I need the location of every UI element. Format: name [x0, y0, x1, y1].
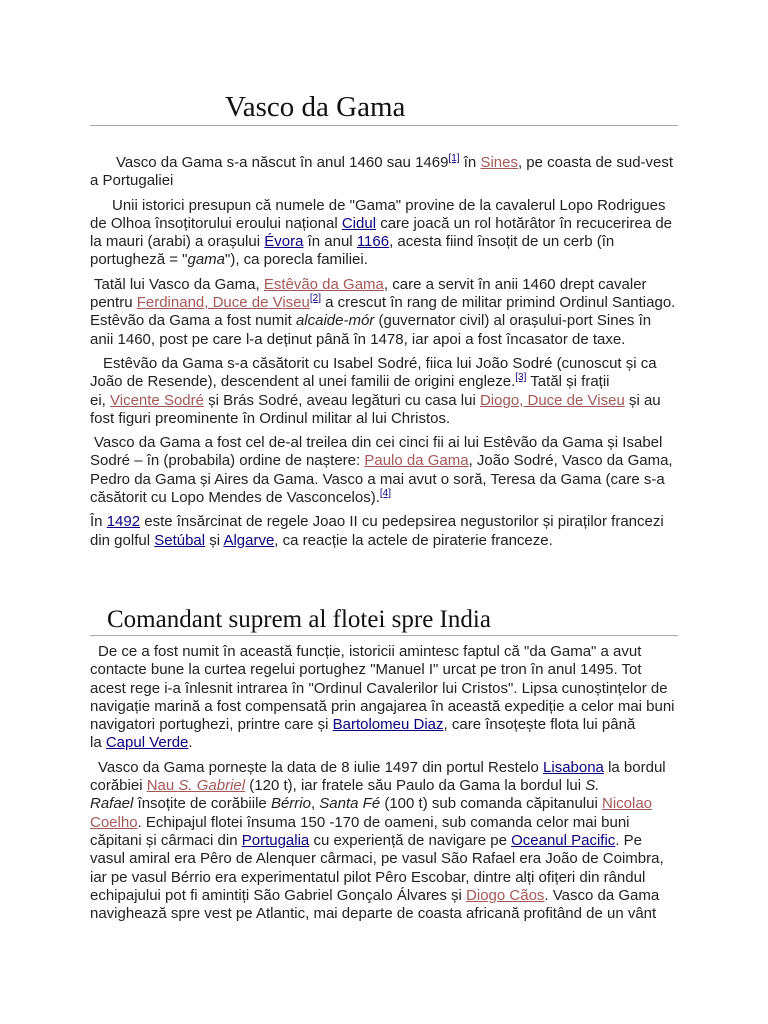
text-line [90, 410, 678, 428]
link-evora[interactable]: Évora [264, 233, 304, 251]
text-line [90, 777, 678, 795]
link-vicente-sodre[interactable]: Vicente Sodré [110, 391, 204, 409]
italic-text: S. [585, 777, 600, 795]
text-run: și Brás Sodré, aveau legături cu casa lui [203, 391, 480, 409]
paragraph [90, 197, 678, 270]
text-run: contacte bune la curtea regelui portughez "Manuel I" urcat pe tron în anul 1495. Tot [90, 661, 642, 679]
link-algarve[interactable]: Algarve [223, 531, 275, 549]
footnote-ref-3[interactable]: [3] [515, 372, 527, 384]
link-paulo-da-gama[interactable]: Paulo da Gama [364, 452, 469, 470]
text-run: . Echipajul flotei însuma 150 -170 de oameni, sub comanda celor mai buni [137, 813, 630, 831]
page-title: Vasco da Gama [90, 90, 678, 126]
paragraph [90, 355, 678, 428]
text-line [90, 532, 678, 550]
text-run: pentru [90, 294, 137, 312]
text-line [90, 716, 678, 734]
text-run: João de Resende), descendent al unei familii de origini engleze. [90, 373, 516, 391]
text-run: și [205, 531, 224, 549]
text-line [90, 698, 678, 716]
link-bartolomeu-diaz[interactable]: Bartolomeu Diaz [332, 716, 444, 734]
text-run: , João Sodré, Vasco da Gama, [468, 452, 673, 470]
text-run: căsătorit cu Lopo Mendes de Vasconcelos). [90, 489, 380, 507]
paragraph [90, 513, 678, 550]
text-line [90, 276, 678, 294]
text-run: În [90, 513, 107, 531]
text-run: , care a servit în anii 1460 drept cavaler [383, 275, 647, 293]
text-run: "), ca porecla familiei. [225, 251, 368, 269]
text-line [90, 215, 678, 233]
link-1166[interactable]: 1166 [356, 233, 390, 251]
text-line [90, 452, 678, 470]
italic-text: Bérrio [270, 795, 311, 813]
text-run: Vasco da Gama pornește la data de 8 iulie 1497 din portul Restelo [98, 758, 544, 776]
paragraph [90, 276, 678, 349]
text-line [90, 355, 678, 373]
text-run: (100 t) sub comanda căpitanului [380, 795, 602, 813]
text-line [90, 905, 678, 923]
text-run: (120 t), iar fratele său Paulo da Gama la bordul lui [245, 777, 586, 795]
text-run: Vasco da Gama a fost cel de-al treilea din cei cinci fii ai lui Estêvão da Gama și Isabel [94, 434, 663, 452]
text-line [90, 392, 678, 410]
text-run: cu experiență de navigare pe [309, 831, 512, 849]
text-run: , pe coasta de sud-vest [517, 154, 674, 171]
italic-text: Rafael [90, 795, 134, 813]
text-run: căpitani și cârmaci din [90, 831, 242, 849]
text-run: , care însoțește flota lui până [443, 716, 636, 734]
text-line [90, 233, 678, 251]
link-cidul[interactable]: Cidul [341, 214, 377, 232]
link-sines[interactable]: Sines [480, 154, 518, 171]
text-line [90, 373, 678, 391]
text-line [90, 661, 678, 679]
text-run: navigatori portughezi, printre care și [90, 716, 333, 734]
text-line [90, 887, 678, 905]
document-page [90, 90, 678, 929]
text-run: care joacă un rol hotărâtor în recucerirea de [376, 214, 673, 232]
text-line [90, 294, 678, 312]
text-run: din golful [90, 531, 155, 549]
text-run: Vasco da Gama s-a născut în anul 1460 sau 1469 [116, 154, 449, 171]
text-run: . Vasco da Gama [544, 886, 660, 904]
text-run: în anul [303, 233, 357, 251]
text-run: este însărcinat de regele Joao II cu pedepsirea negustorilor și piraților francezi [140, 513, 664, 531]
paragraph [90, 643, 678, 753]
text-run: în [459, 154, 481, 171]
link-portugalia[interactable]: Portugalia [241, 831, 310, 849]
footnote-ref-2[interactable]: [2] [309, 293, 321, 305]
text-line [90, 869, 678, 887]
text-run: a Portugaliei [90, 172, 174, 190]
text-run: Sodré – în (probabila) ordine de naștere: [90, 452, 365, 470]
text-run: Pedro da Gama și Aires da Gama. Vasco a mai avut o soră, Teresa da Gama (care s-a [90, 470, 665, 488]
text-line [90, 759, 678, 777]
text-run: Tatăl și frații [526, 373, 610, 391]
text-line [90, 814, 678, 832]
paragraph [90, 759, 678, 924]
link-diogo-caos[interactable]: Diogo Cãos [466, 886, 545, 904]
paragraph [90, 434, 678, 507]
text-line [90, 197, 678, 215]
text-line [90, 734, 678, 752]
text-run: portugheză = " [90, 251, 188, 269]
text-run: și au [624, 391, 661, 409]
text-line [90, 312, 678, 330]
text-run: fost figuri preominente în Ordinul militar al lui Christos. [90, 409, 451, 427]
text-run: de Olhoa însoțitorului eroului național [90, 214, 342, 232]
text-line [90, 513, 678, 531]
link-oceanul-pacific[interactable]: Oceanul Pacific [511, 831, 616, 849]
text-run: (guvernator civil) al orașului-port Sines în [374, 312, 652, 330]
text-run: , [310, 795, 320, 813]
text-run: anii 1460, post pe care l-a deținut până în 1478, iar apoi a fost încasator de taxe. [90, 330, 626, 348]
text-run: . [188, 734, 193, 752]
text-run: la mauri (arabi) a orașului [90, 233, 265, 251]
link-1492[interactable]: 1492 [106, 513, 141, 531]
text-line [90, 172, 678, 190]
text-run: ei, [90, 391, 111, 409]
text-line [90, 434, 678, 452]
text-run: la [90, 734, 106, 752]
text-run: echipajului pot fi amintiți São Gabriel Gonçalo Álvares și [90, 886, 467, 904]
link-capul-verde[interactable]: Capul Verde [105, 734, 189, 752]
text-line [90, 489, 678, 507]
text-line [90, 331, 678, 349]
text-run[interactable]: Nau [146, 777, 179, 795]
link-estevao-da-gama[interactable]: Estêvão da Gama [263, 275, 384, 293]
text-line [90, 795, 678, 813]
text-run: corăbiei [90, 777, 147, 795]
link-coelho[interactable]: Coelho [90, 813, 138, 831]
italic-text: Santa Fé [319, 795, 381, 813]
italic-text: gama [187, 251, 226, 269]
text-run: . Pe [615, 831, 642, 849]
text-run: Estêvão da Gama a fost numit [90, 312, 296, 330]
text-run: la bordul [603, 758, 666, 776]
text-run: Unii istorici presupun că numele de "Gama" provine de la cavalerul Lopo Rodrigues [112, 196, 666, 214]
text-run: navighează spre vest pe Atlantic, mai departe de coasta africană profitând de un vânt [90, 905, 657, 923]
footnote-ref-1[interactable]: [1] [448, 153, 460, 164]
text-line [90, 154, 678, 172]
text-run: vasul amiral era Pêro de Alenquer cârmaci, pe vasul São Rafael era João de Coimbra, [90, 850, 664, 868]
link-nicolao[interactable]: Nicolao [601, 795, 653, 813]
link-setubal[interactable]: Setúbal [154, 531, 206, 549]
text-line [90, 850, 678, 868]
footnote-ref-4[interactable]: [4] [379, 488, 392, 500]
text-run: acest rege i-a înlesnit intrarea în "Ordinul Cavalerilor lui Cristos". Lipsa cunoștințelor de [90, 679, 668, 697]
text-run: De ce a fost numit în această funcție, istoricii amintesc faptul că "da Gama" a avut [98, 642, 642, 660]
text-run: navigație marină a fost compensată prin angajarea în această expediție a celor mai buni [90, 697, 675, 715]
text-run: a crescut în rang de militar primind Ordinul Santiago. [321, 294, 676, 312]
italic-text[interactable]: S. Gabriel [178, 777, 246, 795]
link-ferdinand-duce-de-viseu[interactable]: Ferdinand, Duce de Viseu [136, 294, 310, 312]
text-run: Tatăl lui Vasco da Gama, [94, 275, 264, 293]
text-line [90, 680, 678, 698]
link-lisabona[interactable]: Lisabona [543, 758, 604, 776]
text-run: , acesta fiind însoțit de un cerb (în [389, 233, 615, 251]
text-line [90, 832, 678, 850]
text-line [90, 471, 678, 489]
paragraph [90, 154, 678, 191]
text-line [90, 251, 678, 269]
italic-text: alcaide-mór [295, 312, 375, 330]
text-line [90, 643, 678, 661]
text-run: însoțite de corăbiile [133, 795, 271, 813]
text-run: , ca reacție la actele de piraterie franceze. [274, 531, 553, 549]
text-run: iar pe vasul Bérrio era experimentatul pilot Pêro Escobar, dintre alți ofițeri din rândul [90, 868, 646, 886]
link-diogo-duce-de-viseu[interactable]: Diogo, Duce de Viseu [479, 391, 625, 409]
section-heading: Comandant suprem al flotei spre India [90, 605, 678, 636]
link-nau-s-gabriel[interactable] [147, 777, 245, 794]
text-run: Estêvão da Gama s-a căsătorit cu Isabel Sodré, fiica lui João Sodré (cunoscut și ca [103, 354, 657, 372]
